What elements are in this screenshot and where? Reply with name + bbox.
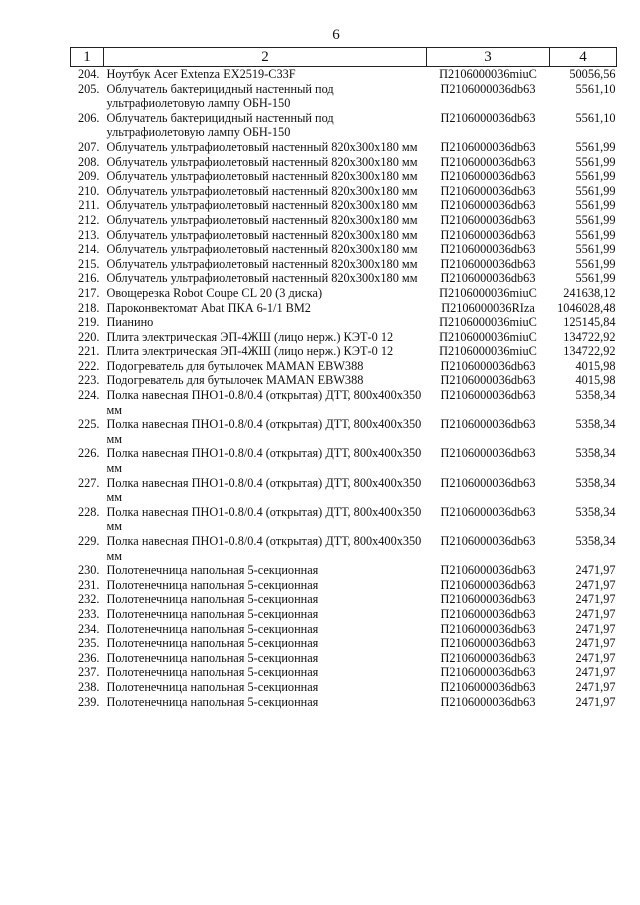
item-name: Полотенечница напольная 5-секционная — [106, 694, 319, 709]
item-value: 241638,12 — [563, 285, 616, 300]
item-value: 4015,98 — [575, 373, 616, 388]
inventory-code: П2106000036db63 — [440, 110, 536, 125]
row-number: 233. — [77, 606, 100, 621]
item-name: Ноутбук Acer Extenza EX2519-C33F — [106, 67, 296, 81]
item-name: Полотенечница напольная 5-секционная — [106, 679, 319, 694]
table-row — [71, 680, 617, 695]
item-value: 2471,97 — [575, 621, 616, 636]
row-number: 224. — [77, 388, 100, 403]
header-col-3: 3 — [427, 48, 550, 67]
row-number: 229. — [77, 534, 100, 548]
inventory-code: П2106000036db63 — [440, 212, 536, 227]
item-name: Пианино — [106, 315, 154, 330]
inventory-code: П2106000036db63 — [440, 534, 536, 548]
item-name: Полка навесная ПНО1-0.8/0.4 (открытая) ДТТ, 800x400x350 мм — [106, 475, 422, 505]
row-number: 213. — [77, 227, 100, 242]
page-number: 6 — [332, 27, 340, 43]
item-value: 125145,84 — [563, 315, 616, 330]
inventory-code: П2106000036db63 — [440, 665, 536, 680]
item-name: Пароконвектомат Abat ПКА 6-1/1 ВМ2 — [106, 300, 311, 315]
item-name: Овощерезка Robot Coupe CL 20 (3 диска) — [106, 285, 323, 300]
row-number: 223. — [77, 373, 100, 388]
table-row — [71, 388, 617, 417]
table-row — [71, 665, 617, 680]
item-name: Облучатель ультрафиолетовый настенный 820x300x180 мм — [106, 227, 418, 242]
item-value: 2471,97 — [575, 592, 616, 607]
item-value: 5561,10 — [575, 110, 616, 125]
item-name: Полотенечница напольная 5-секционная — [106, 577, 319, 592]
inventory-code: П2106000036db63 — [440, 388, 536, 403]
item-value: 5561,99 — [575, 154, 616, 169]
table-row — [71, 373, 617, 388]
table-row — [71, 417, 617, 446]
table-row — [71, 446, 617, 475]
row-number: 226. — [77, 446, 100, 461]
item-name: Полка навесная ПНО1-0.8/0.4 (открытая) ДТТ, 800x400x350 мм — [106, 388, 422, 417]
row-number: 218. — [77, 300, 100, 315]
row-number: 227. — [77, 475, 100, 490]
item-name: Облучатель ультрафиолетовый настенный 820x300x180 мм — [106, 139, 418, 154]
row-number: 214. — [77, 242, 100, 257]
table-row — [71, 140, 617, 155]
row-number: 228. — [77, 504, 100, 519]
row-number: 206. — [77, 110, 100, 125]
item-value: 134722,92 — [563, 344, 616, 359]
table-row — [71, 563, 617, 578]
table-row — [71, 592, 617, 607]
item-value: 5358,34 — [575, 388, 616, 403]
item-value: 5561,99 — [575, 227, 616, 242]
table-row — [71, 330, 617, 345]
table-row — [71, 622, 617, 637]
row-number: 210. — [77, 183, 100, 198]
inventory-code: П2106000036db63 — [440, 417, 536, 432]
row-number: 217. — [77, 285, 100, 300]
table-body — [71, 67, 617, 710]
item-value: 2471,97 — [575, 563, 616, 578]
inventory-code: П2106000036miuC — [439, 344, 537, 359]
item-value: 5561,10 — [575, 81, 616, 96]
item-name: Плита электрическая ЭП-4ЖШ (лицо нерж.) КЭТ-0 12 — [106, 329, 394, 344]
inventory-code: П2106000036RIza — [441, 300, 535, 315]
inventory-code: П2106000036miuC — [439, 67, 537, 81]
row-number: 215. — [77, 256, 100, 271]
table-row — [71, 534, 617, 563]
header-col-1: 1 — [71, 48, 104, 67]
row-number: 222. — [77, 358, 100, 373]
row-number: 234. — [77, 621, 100, 636]
inventory-code: П2106000036db63 — [440, 679, 536, 694]
item-name: Полка навесная ПНО1-0.8/0.4 (открытая) ДТТ, 800x400x350 мм — [106, 417, 422, 446]
row-number: 235. — [77, 636, 100, 651]
item-value: 50056,56 — [569, 67, 616, 81]
item-value: 5561,99 — [575, 212, 616, 227]
item-value: 2471,97 — [575, 606, 616, 621]
inventory-code: П2106000036db63 — [440, 636, 536, 651]
item-value: 1046028,48 — [557, 300, 616, 315]
item-name: Подогреватель для бутылочек MAMAN EBW388 — [106, 373, 364, 388]
inventory-code: П2106000036db63 — [440, 563, 536, 578]
table-row — [71, 578, 617, 593]
table-row — [71, 315, 617, 330]
inventory-code: П2106000036miuC — [439, 329, 537, 344]
row-number: 237. — [77, 665, 100, 680]
table-row — [71, 607, 617, 622]
table-row — [71, 242, 617, 257]
inventory-code: П2106000036db63 — [440, 169, 536, 184]
inventory-code: П2106000036db63 — [440, 358, 536, 373]
item-value: 2471,97 — [575, 650, 616, 665]
item-value: 5358,34 — [575, 417, 616, 432]
inventory-code: П2106000036db63 — [440, 373, 536, 388]
table-row — [71, 286, 617, 301]
item-value: 2471,97 — [575, 694, 616, 709]
item-name: Облучатель бактерицидный настенный под ультрафиолетовую лампу ОБН-150 — [106, 110, 334, 140]
table-row — [71, 505, 617, 534]
table-row — [71, 344, 617, 359]
item-name: Полка навесная ПНО1-0.8/0.4 (открытая) ДТТ, 800x400x350 мм — [106, 446, 422, 476]
item-value: 5561,99 — [575, 198, 616, 213]
item-value: 5561,99 — [575, 271, 616, 286]
item-name: Полотенечница напольная 5-секционная — [106, 563, 319, 578]
item-name: Облучатель ультрафиолетовый настенный 820x300x180 мм — [106, 154, 418, 169]
row-number: 220. — [77, 329, 100, 344]
item-value: 5561,99 — [575, 139, 616, 154]
table-row — [71, 198, 617, 213]
inventory-code: П2106000036db63 — [440, 139, 536, 154]
table-row — [71, 67, 617, 82]
item-name: Облучатель ультрафиолетовый настенный 820x300x180 мм — [106, 271, 418, 286]
item-name: Полка навесная ПНО1-0.8/0.4 (открытая) ДТТ, 800x400x350 мм — [106, 504, 422, 534]
row-number: 232. — [77, 592, 100, 607]
item-value: 5358,34 — [575, 534, 616, 548]
inventory-code: П2106000036db63 — [440, 256, 536, 271]
inventory-code: П2106000036db63 — [440, 475, 536, 490]
inventory-code: П2106000036db63 — [440, 592, 536, 607]
item-value: 5358,34 — [575, 504, 616, 519]
item-value: 2471,97 — [575, 577, 616, 592]
item-name: Подогреватель для бутылочек MAMAN EBW388 — [106, 358, 364, 373]
item-name: Облучатель бактерицидный настенный под ультрафиолетовую лампу ОБН-150 — [106, 81, 334, 111]
row-number: 216. — [77, 271, 100, 286]
table-row — [71, 257, 617, 272]
row-number: 204. — [77, 67, 100, 81]
inventory-code: П2106000036db63 — [440, 504, 536, 519]
table-row — [71, 184, 617, 199]
item-value: 134722,92 — [563, 329, 616, 344]
table-row — [71, 476, 617, 505]
item-name: Облучатель ультрафиолетовый настенный 820x300x180 мм — [106, 198, 418, 213]
row-number: 209. — [77, 169, 100, 184]
item-value: 5561,99 — [575, 242, 616, 257]
table-row — [71, 301, 617, 316]
item-name: Полотенечница напольная 5-секционная — [106, 592, 319, 607]
item-value: 2471,97 — [575, 665, 616, 680]
table-row — [71, 155, 617, 170]
item-value: 5358,34 — [575, 446, 616, 461]
inventory-code: П2106000036db63 — [440, 606, 536, 621]
item-name: Облучатель ультрафиолетовый настенный 820x300x180 мм — [106, 183, 418, 198]
row-number: 211. — [78, 198, 100, 213]
item-value: 2471,97 — [575, 679, 616, 694]
table-row — [71, 111, 617, 140]
row-number: 238. — [77, 679, 100, 694]
item-name: Полотенечница напольная 5-секционная — [106, 665, 319, 680]
table-row — [71, 695, 617, 710]
inventory-code: П2106000036db63 — [440, 242, 536, 257]
row-number: 208. — [77, 154, 100, 169]
item-value: 5561,99 — [575, 169, 616, 184]
row-number: 231. — [77, 577, 100, 592]
item-name: Полка навесная ПНО1-0.8/0.4 (открытая) ДТТ, 800x400x350 мм — [106, 534, 422, 563]
table-row — [71, 228, 617, 243]
table-row — [71, 271, 617, 286]
item-name: Облучатель ультрафиолетовый настенный 820x300x180 мм — [106, 256, 418, 271]
row-number: 230. — [77, 563, 100, 578]
item-value: 5358,34 — [575, 475, 616, 490]
inventory-code: П2106000036db63 — [440, 154, 536, 169]
item-name: Облучатель ультрафиолетовый настенный 820x300x180 мм — [106, 169, 418, 184]
item-name: Полотенечница напольная 5-секционная — [106, 636, 319, 651]
header-col-4: 4 — [550, 48, 617, 67]
table-row — [71, 213, 617, 228]
inventory-code: П2106000036db63 — [440, 650, 536, 665]
inventory-code: П2106000036miuC — [439, 285, 537, 300]
row-number: 207. — [77, 139, 100, 154]
row-number: 239. — [77, 694, 100, 709]
table-row — [71, 636, 617, 651]
item-name: Облучатель ультрафиолетовый настенный 820x300x180 мм — [106, 242, 418, 257]
table-row — [71, 82, 617, 111]
inventory-table — [70, 47, 617, 709]
inventory-code: П2106000036db63 — [440, 227, 536, 242]
row-number: 225. — [77, 417, 100, 432]
table-header-row — [71, 48, 617, 67]
table-row — [71, 651, 617, 666]
item-name: Полотенечница напольная 5-секционная — [106, 606, 319, 621]
item-value: 5561,99 — [575, 183, 616, 198]
item-name: Плита электрическая ЭП-4ЖШ (лицо нерж.) КЭТ-0 12 — [106, 344, 394, 359]
inventory-code: П2106000036db63 — [440, 183, 536, 198]
item-name: Облучатель ультрафиолетовый настенный 820x300x180 мм — [106, 212, 418, 227]
row-number: 236. — [77, 650, 100, 665]
table-row — [71, 169, 617, 184]
header-col-2: 2 — [104, 48, 427, 67]
item-value: 2471,97 — [575, 636, 616, 651]
row-number: 205. — [77, 81, 100, 96]
item-value: 4015,98 — [575, 358, 616, 373]
row-number: 221. — [77, 344, 100, 359]
inventory-code: П2106000036db63 — [440, 81, 536, 96]
inventory-code: П2106000036miuC — [439, 315, 537, 330]
inventory-code: П2106000036db63 — [440, 198, 536, 213]
inventory-code: П2106000036db63 — [440, 694, 536, 709]
item-value: 5561,99 — [575, 256, 616, 271]
item-name: Полотенечница напольная 5-секционная — [106, 621, 319, 636]
row-number: 219. — [77, 315, 100, 330]
inventory-code: П2106000036db63 — [440, 621, 536, 636]
inventory-code: П2106000036db63 — [440, 577, 536, 592]
table-row — [71, 359, 617, 374]
item-name: Полотенечница напольная 5-секционная — [106, 650, 319, 665]
inventory-code: П2106000036db63 — [440, 271, 536, 286]
inventory-code: П2106000036db63 — [440, 446, 536, 461]
row-number: 212. — [77, 212, 100, 227]
